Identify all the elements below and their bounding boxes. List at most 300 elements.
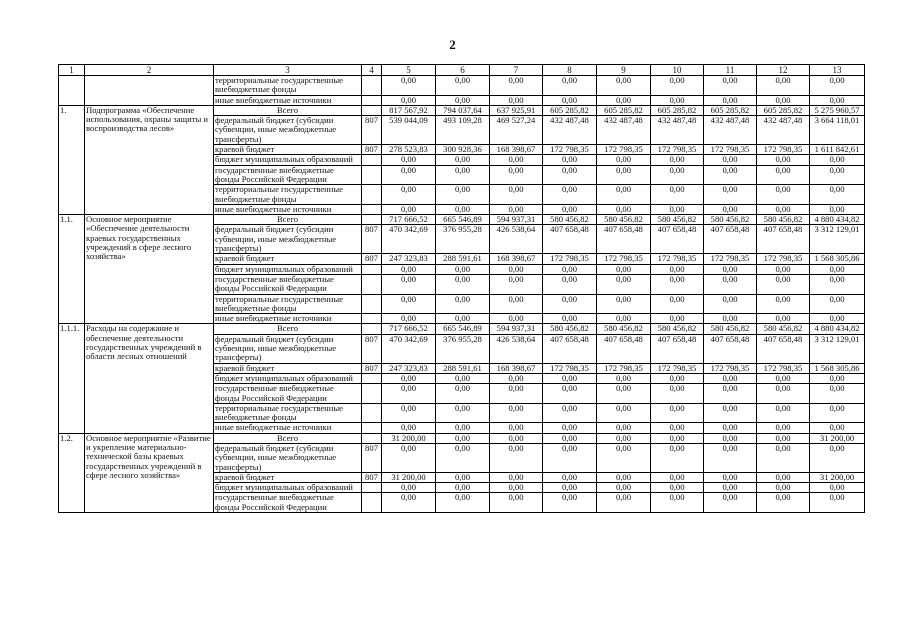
year-value: 172 798,35: [704, 254, 757, 264]
budget-code: [362, 493, 382, 513]
column-number: 2: [85, 65, 214, 76]
year-value: 172 798,35: [757, 254, 810, 264]
year-value: 0,00: [704, 274, 757, 294]
year-value: 0,00: [543, 264, 597, 274]
total-value: 0,00: [810, 314, 865, 324]
year-value: 605 285,82: [704, 105, 757, 115]
funding-source: территориальные государственные внебюджетные фонды: [214, 76, 362, 96]
year-value: 0,00: [436, 274, 490, 294]
year-value: 580 456,82: [704, 215, 757, 225]
budget-code: 807: [362, 334, 382, 363]
year-value: 247 323,83: [382, 363, 436, 373]
year-value: 0,00: [757, 483, 810, 493]
budget-code: 807: [362, 145, 382, 155]
total-value: 0,00: [810, 493, 865, 513]
year-value: 817 567,92: [382, 105, 436, 115]
year-value: 0,00: [490, 294, 543, 314]
budget-table: [58, 64, 865, 513]
year-value: 172 798,35: [543, 145, 597, 155]
item-number: 1.2.: [59, 433, 85, 512]
year-value: 0,00: [597, 472, 651, 482]
year-value: 0,00: [490, 472, 543, 482]
total-value: 0,00: [810, 76, 865, 96]
year-value: 278 523,83: [382, 145, 436, 155]
year-value: 0,00: [490, 264, 543, 274]
year-value: 172 798,35: [543, 254, 597, 264]
year-value: 172 798,35: [704, 363, 757, 373]
budget-code: [362, 294, 382, 314]
year-value: 0,00: [651, 264, 704, 274]
funding-source: Всего: [214, 105, 362, 115]
year-value: 0,00: [597, 165, 651, 185]
year-value: 0,00: [382, 294, 436, 314]
year-value: 0,00: [704, 314, 757, 324]
year-value: 0,00: [757, 95, 810, 105]
year-value: 0,00: [436, 493, 490, 513]
year-value: 0,00: [436, 95, 490, 105]
year-value: 0,00: [757, 423, 810, 433]
table-row: [59, 433, 865, 443]
year-value: 0,00: [436, 185, 490, 205]
column-number: 12: [757, 65, 810, 76]
table-row: [59, 215, 865, 225]
funding-source: бюджет муниципальных образований: [214, 155, 362, 165]
total-value: 0,00: [810, 95, 865, 105]
year-value: 0,00: [382, 314, 436, 324]
table-row: [59, 76, 865, 96]
funding-source: Всего: [214, 433, 362, 443]
funding-source: бюджет муниципальных образований: [214, 264, 362, 274]
year-value: 717 666,52: [382, 215, 436, 225]
year-value: 432 487,48: [543, 116, 597, 145]
year-value: 376 955,28: [436, 334, 490, 363]
budget-code: 807: [362, 254, 382, 264]
total-value: 0,00: [810, 483, 865, 493]
year-value: 0,00: [651, 76, 704, 96]
budget-code: [362, 384, 382, 404]
total-value: 0,00: [810, 264, 865, 274]
budget-code: [362, 423, 382, 433]
year-value: 0,00: [597, 423, 651, 433]
total-value: 3 664 118,01: [810, 116, 865, 145]
year-value: 0,00: [543, 493, 597, 513]
year-value: 0,00: [704, 204, 757, 214]
year-value: 407 658,48: [651, 225, 704, 254]
year-value: 580 456,82: [543, 215, 597, 225]
year-value: 0,00: [436, 165, 490, 185]
total-value: 0,00: [810, 274, 865, 294]
column-number: 9: [597, 65, 651, 76]
total-value: 1 568 305,86: [810, 363, 865, 373]
year-value: 580 456,82: [651, 324, 704, 334]
year-value: 0,00: [382, 493, 436, 513]
item-name: Основное мероприятие «Развитие и укрепление материально-технической базы краевых государственных учреждений в сфере лесного хозяйства»: [85, 433, 214, 512]
year-value: 0,00: [597, 274, 651, 294]
year-value: 0,00: [704, 384, 757, 404]
budget-code: [362, 76, 382, 96]
year-value: 432 487,48: [651, 116, 704, 145]
year-value: 0,00: [651, 472, 704, 482]
year-value: 0,00: [651, 493, 704, 513]
year-value: 0,00: [436, 373, 490, 383]
budget-code: [362, 155, 382, 165]
year-value: 172 798,35: [543, 363, 597, 373]
year-value: 0,00: [651, 403, 704, 423]
funding-source: государственные внебюджетные фонды Российской Федерации: [214, 384, 362, 404]
budget-code: [362, 165, 382, 185]
funding-source: территориальные государственные внебюджетные фонды: [214, 294, 362, 314]
total-value: 4 880 434,82: [810, 215, 865, 225]
year-value: 594 937,31: [490, 324, 543, 334]
year-value: 594 937,31: [490, 215, 543, 225]
column-number-row: [59, 65, 865, 76]
column-number: 6: [436, 65, 490, 76]
budget-code: [362, 264, 382, 274]
year-value: 0,00: [651, 384, 704, 404]
year-value: 0,00: [382, 95, 436, 105]
year-value: 0,00: [597, 433, 651, 443]
year-value: 0,00: [651, 294, 704, 314]
total-value: 0,00: [810, 165, 865, 185]
year-value: 0,00: [490, 76, 543, 96]
year-value: 0,00: [704, 95, 757, 105]
year-value: 432 487,48: [757, 116, 810, 145]
year-value: 0,00: [543, 472, 597, 482]
year-value: 0,00: [382, 403, 436, 423]
year-value: 0,00: [651, 165, 704, 185]
year-value: 0,00: [704, 423, 757, 433]
budget-code: [362, 403, 382, 423]
year-value: 0,00: [490, 403, 543, 423]
year-value: 0,00: [704, 493, 757, 513]
funding-source: территориальные государственные внебюджетные фонды: [214, 185, 362, 205]
year-value: 0,00: [490, 384, 543, 404]
year-value: 407 658,48: [757, 334, 810, 363]
total-value: 3 312 129,01: [810, 225, 865, 254]
year-value: 407 658,48: [651, 334, 704, 363]
year-value: 0,00: [436, 155, 490, 165]
year-value: 0,00: [490, 165, 543, 185]
year-value: 539 044,09: [382, 116, 436, 145]
total-value: 0,00: [810, 443, 865, 472]
budget-code: [362, 95, 382, 105]
item-name: Подпрограмма «Обеспечение использования, охраны защиты и воспроизводства лесов»: [85, 105, 214, 214]
year-value: 717 666,52: [382, 324, 436, 334]
funding-source: федеральный бюджет (субсидии субвенции, иные межбюджетные трансферты): [214, 334, 362, 363]
year-value: 0,00: [543, 433, 597, 443]
year-value: 580 456,82: [757, 324, 810, 334]
year-value: 0,00: [543, 294, 597, 314]
year-value: 0,00: [436, 384, 490, 404]
year-value: 0,00: [704, 433, 757, 443]
total-value: 0,00: [810, 423, 865, 433]
year-value: 0,00: [651, 483, 704, 493]
funding-source: территориальные государственные внебюджетные фонды: [214, 403, 362, 423]
year-value: 0,00: [382, 204, 436, 214]
year-value: 0,00: [757, 493, 810, 513]
total-value: 0,00: [810, 204, 865, 214]
total-value: 1 568 305,86: [810, 254, 865, 264]
budget-code: 807: [362, 472, 382, 482]
year-value: 605 285,82: [757, 105, 810, 115]
year-value: 0,00: [704, 403, 757, 423]
year-value: 426 538,64: [490, 225, 543, 254]
year-value: 0,00: [757, 433, 810, 443]
year-value: 407 658,48: [597, 334, 651, 363]
year-value: 580 456,82: [543, 324, 597, 334]
budget-code: [362, 324, 382, 334]
year-value: 0,00: [543, 373, 597, 383]
funding-source: краевой бюджет: [214, 363, 362, 373]
year-value: 172 798,35: [597, 363, 651, 373]
column-number: 13: [810, 65, 865, 76]
year-value: 0,00: [651, 95, 704, 105]
year-value: 0,00: [757, 314, 810, 324]
item-name: Основное мероприятие «Обеспечение деятельности краевых государственных учреждений в сфере лесного хозяйства»: [85, 215, 214, 324]
year-value: 0,00: [436, 423, 490, 433]
year-value: 580 456,82: [651, 215, 704, 225]
year-value: 0,00: [543, 204, 597, 214]
year-value: 0,00: [490, 274, 543, 294]
year-value: 172 798,35: [651, 363, 704, 373]
year-value: 0,00: [490, 443, 543, 472]
funding-source: краевой бюджет: [214, 145, 362, 155]
year-value: 0,00: [704, 483, 757, 493]
year-value: 0,00: [436, 204, 490, 214]
year-value: 0,00: [757, 76, 810, 96]
year-value: 0,00: [382, 423, 436, 433]
year-value: 0,00: [651, 373, 704, 383]
year-value: 407 658,48: [597, 225, 651, 254]
year-value: 0,00: [436, 314, 490, 324]
item-name: [85, 76, 214, 106]
year-value: 0,00: [543, 155, 597, 165]
year-value: 0,00: [651, 443, 704, 472]
total-value: 0,00: [810, 384, 865, 404]
year-value: 605 285,82: [651, 105, 704, 115]
total-value: 0,00: [810, 294, 865, 314]
year-value: 172 798,35: [597, 254, 651, 264]
year-value: 0,00: [757, 472, 810, 482]
year-value: 0,00: [597, 204, 651, 214]
year-value: 172 798,35: [704, 145, 757, 155]
total-value: 31 200,00: [810, 472, 865, 482]
year-value: 0,00: [597, 314, 651, 324]
year-value: 0,00: [651, 204, 704, 214]
budget-code: [362, 215, 382, 225]
year-value: 0,00: [757, 443, 810, 472]
total-value: 0,00: [810, 185, 865, 205]
year-value: 0,00: [382, 384, 436, 404]
budget-code: 807: [362, 225, 382, 254]
year-value: 0,00: [490, 423, 543, 433]
year-value: 637 925,91: [490, 105, 543, 115]
year-value: 0,00: [382, 155, 436, 165]
year-value: 0,00: [543, 274, 597, 294]
column-number: 4: [362, 65, 382, 76]
year-value: 0,00: [704, 76, 757, 96]
year-value: 168 398,67: [490, 145, 543, 155]
year-value: 0,00: [757, 274, 810, 294]
year-value: 0,00: [543, 314, 597, 324]
page-number: 2: [449, 37, 456, 52]
year-value: 0,00: [651, 155, 704, 165]
year-value: 0,00: [543, 76, 597, 96]
year-value: 407 658,48: [704, 225, 757, 254]
year-value: 580 456,82: [597, 324, 651, 334]
year-value: 0,00: [704, 155, 757, 165]
year-value: 665 546,89: [436, 215, 490, 225]
year-value: 0,00: [704, 472, 757, 482]
year-value: 0,00: [382, 185, 436, 205]
year-value: 0,00: [490, 314, 543, 324]
year-value: 0,00: [490, 95, 543, 105]
year-value: 288 591,61: [436, 254, 490, 264]
year-value: 0,00: [651, 274, 704, 294]
funding-source: краевой бюджет: [214, 472, 362, 482]
total-value: 31 200,00: [810, 433, 865, 443]
year-value: 0,00: [543, 95, 597, 105]
year-value: 0,00: [597, 76, 651, 96]
budget-code: [362, 204, 382, 214]
year-value: 0,00: [597, 493, 651, 513]
year-value: 172 798,35: [651, 254, 704, 264]
year-value: 432 487,48: [597, 116, 651, 145]
year-value: 0,00: [543, 423, 597, 433]
column-number: 1: [59, 65, 85, 76]
funding-source: Всего: [214, 215, 362, 225]
year-value: 0,00: [597, 185, 651, 205]
budget-code: [362, 105, 382, 115]
table-row: [59, 324, 865, 334]
budget-code: [362, 274, 382, 294]
year-value: 376 955,28: [436, 225, 490, 254]
year-value: 0,00: [490, 155, 543, 165]
year-value: 0,00: [436, 483, 490, 493]
total-value: 0,00: [810, 155, 865, 165]
item-number: 1.1.1.: [59, 324, 85, 433]
funding-source: федеральный бюджет (субсидии субвенции, иные межбюджетные трансферты): [214, 225, 362, 254]
funding-source: бюджет муниципальных образований: [214, 373, 362, 383]
item-number: 1.1.: [59, 215, 85, 324]
year-value: 0,00: [543, 384, 597, 404]
year-value: 407 658,48: [543, 225, 597, 254]
funding-source: федеральный бюджет (субсидии субвенции, иные межбюджетные трансферты): [214, 443, 362, 472]
funding-source: иные внебюджетные источники: [214, 204, 362, 214]
total-value: 4 880 434,82: [810, 324, 865, 334]
year-value: 0,00: [382, 274, 436, 294]
year-value: 0,00: [704, 165, 757, 185]
year-value: 0,00: [490, 433, 543, 443]
year-value: 0,00: [382, 443, 436, 472]
year-value: 0,00: [651, 185, 704, 205]
year-value: 0,00: [543, 185, 597, 205]
column-number: 10: [651, 65, 704, 76]
year-value: 0,00: [757, 165, 810, 185]
year-value: 31 200,00: [382, 472, 436, 482]
funding-source: иные внебюджетные источники: [214, 314, 362, 324]
year-value: 168 398,67: [490, 363, 543, 373]
year-value: 300 928,36: [436, 145, 490, 155]
year-value: 0,00: [597, 403, 651, 423]
year-value: 0,00: [757, 264, 810, 274]
year-value: 407 658,48: [704, 334, 757, 363]
year-value: 0,00: [757, 384, 810, 404]
year-value: 0,00: [436, 76, 490, 96]
year-value: 580 456,82: [757, 215, 810, 225]
year-value: 0,00: [757, 155, 810, 165]
total-value: 1 611 842,61: [810, 145, 865, 155]
item-number: [59, 76, 85, 106]
year-value: 0,00: [543, 403, 597, 423]
total-value: 0,00: [810, 403, 865, 423]
column-number: 7: [490, 65, 543, 76]
year-value: 172 798,35: [597, 145, 651, 155]
year-value: 0,00: [382, 483, 436, 493]
year-value: 0,00: [382, 264, 436, 274]
column-number: 5: [382, 65, 436, 76]
funding-source: государственные внебюджетные фонды Российской Федерации: [214, 165, 362, 185]
year-value: 172 798,35: [757, 145, 810, 155]
year-value: 0,00: [757, 373, 810, 383]
year-value: 31 200,00: [382, 433, 436, 443]
funding-source: Всего: [214, 324, 362, 334]
budget-code: 807: [362, 443, 382, 472]
year-value: 0,00: [704, 373, 757, 383]
year-value: 0,00: [704, 294, 757, 314]
year-value: 0,00: [597, 95, 651, 105]
year-value: 0,00: [757, 185, 810, 205]
year-value: 0,00: [490, 483, 543, 493]
year-value: 605 285,82: [543, 105, 597, 115]
column-number: 8: [543, 65, 597, 76]
column-number: 11: [704, 65, 757, 76]
year-value: 0,00: [490, 373, 543, 383]
year-value: 0,00: [436, 433, 490, 443]
year-value: 407 658,48: [757, 225, 810, 254]
year-value: 0,00: [490, 204, 543, 214]
year-value: 0,00: [543, 483, 597, 493]
year-value: 172 798,35: [757, 363, 810, 373]
year-value: 0,00: [490, 493, 543, 513]
year-value: 0,00: [436, 443, 490, 472]
year-value: 168 398,67: [490, 254, 543, 264]
funding-source: краевой бюджет: [214, 254, 362, 264]
year-value: 469 527,24: [490, 116, 543, 145]
budget-code: 807: [362, 116, 382, 145]
year-value: 0,00: [382, 165, 436, 185]
table-row: [59, 105, 865, 115]
year-value: 0,00: [704, 443, 757, 472]
year-value: 0,00: [543, 443, 597, 472]
funding-source: иные внебюджетные источники: [214, 95, 362, 105]
year-value: 0,00: [436, 294, 490, 314]
budget-code: [362, 373, 382, 383]
year-value: 0,00: [651, 314, 704, 324]
year-value: 0,00: [651, 433, 704, 443]
funding-source: государственные внебюджетные фонды Российской Федерации: [214, 274, 362, 294]
year-value: 665 546,89: [436, 324, 490, 334]
item-number: 1.: [59, 105, 85, 214]
year-value: 407 658,48: [543, 334, 597, 363]
budget-code: [362, 185, 382, 205]
year-value: 0,00: [382, 373, 436, 383]
funding-source: государственные внебюджетные фонды Российской Федерации: [214, 493, 362, 513]
year-value: 0,00: [436, 264, 490, 274]
year-value: 0,00: [597, 373, 651, 383]
year-value: 0,00: [704, 264, 757, 274]
budget-code: [362, 433, 382, 443]
